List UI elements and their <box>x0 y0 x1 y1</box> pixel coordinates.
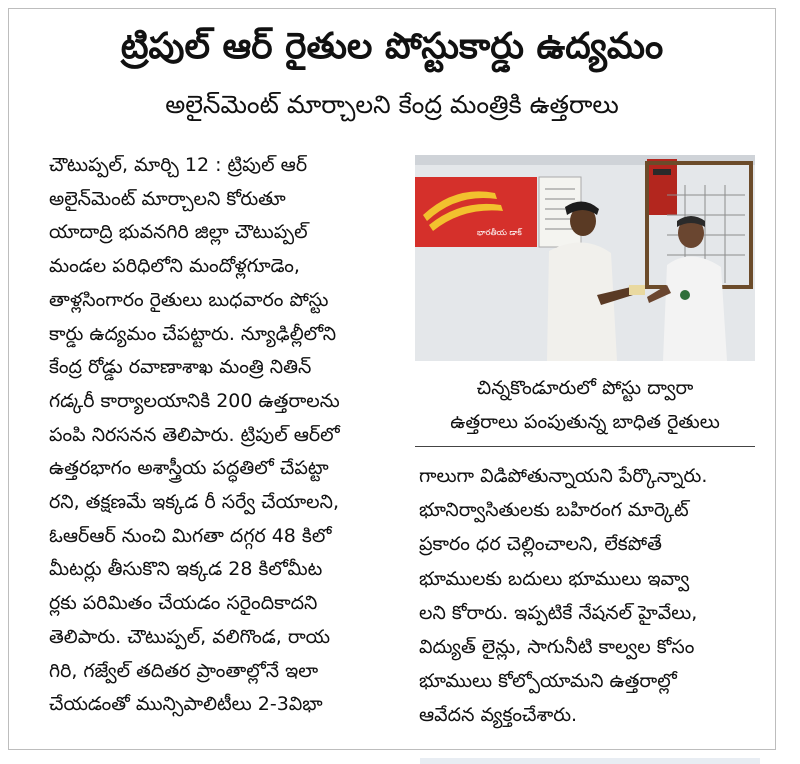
body-line: మండల పరిధిలోని మందోళ్లగూడెం, <box>49 255 300 278</box>
body-line: అలైన్‌మెంట్ మార్చాలని కోరుతూ <box>49 187 286 210</box>
body-line: విద్యుత్ లైన్లు, సాగునీటి కాల్వల కోసం <box>419 636 695 659</box>
body-line: ఉత్తరభాగం అశాస్త్రీయ పద్ధతిలో చేపట్టా <box>49 457 329 480</box>
body-line: పంపి నిరసనన తెలిపారు. ట్రిపుల్ ఆర్‌లో <box>49 423 340 446</box>
body-line: గాలుగా విడిపోతున్నాయని పేర్కొన్నారు. <box>419 465 708 487</box>
article-subheadline: అలైన్‌మెంట్ మార్చాలని కేంద్ర మంత్రికి ఉత్తరాలు <box>165 90 619 119</box>
post-sign-text: భారతీయ డాక్ <box>477 228 522 237</box>
body-line: ర్లకు పరిమితం చేయడం సరైందికాదని <box>49 592 318 615</box>
caption-line: చిన్నకొండూరులో పోస్టు ద్వారా <box>476 377 694 399</box>
body-line: మీటర్లు తీసుకొని ఇక్కడ 28 కిలోమీట <box>49 558 323 581</box>
article-left-column <box>49 149 389 722</box>
body-line: గిరి, గజ్వేల్ తదితర ప్రాంతాల్లోనే ఇలా <box>49 659 319 682</box>
article-photo <box>415 155 755 361</box>
article-right-column <box>419 459 759 733</box>
news-clipping <box>8 8 776 750</box>
caption-divider <box>415 446 755 447</box>
body-line: చౌటుప్పల్, మార్చి 12 : ట్రిపుల్ ఆర్ <box>49 154 308 176</box>
body-line: తాళ్లసింగారం రైతులు బుధవారం పోస్టు <box>49 288 329 311</box>
page-bottom-strip <box>420 758 760 764</box>
body-line: భూములు కోల్పోయామని ఉత్తరాల్లో <box>419 670 677 693</box>
body-line: లని కోరారు. ఇప్పటికే నేషనల్ హైవేలు, <box>419 601 698 624</box>
body-line: చేయడంతో మున్సిపాలిటీలు 2-3విభా <box>49 693 323 716</box>
body-line: ఆవేదన వ్యక్తంచేశారు. <box>419 704 578 727</box>
body-line: కేంద్ర రోడ్డు రవాణాశాఖ మంత్రి నితిన్ <box>49 356 312 379</box>
photo-caption <box>415 371 755 439</box>
body-line: భూములకు బదులు భూములు ఇవ్వా <box>419 567 690 590</box>
body-line: భూనిర్వాసితులకు బహిరంగ మార్కెట్ <box>419 499 689 522</box>
body-line: రని, తక్షణమే ఇక్కడ రీ సర్వే చేయాలని, <box>49 491 339 514</box>
body-line: యాదాద్రి భువనగిరి జిల్లా చౌటుప్పల్ <box>49 221 308 244</box>
body-line: గడ్కరీ కార్యాలయానికి 200 ఉత్తరాలను <box>49 389 340 412</box>
article-headline: ట్రిపుల్ ఆర్ రైతుల పోస్టుకార్డు ఉద్యమం <box>120 26 664 67</box>
body-line: ప్రకారం ధర చెల్లించాలని, లేకపోతే <box>419 533 662 556</box>
body-line: ఓఆర్ఆర్ నుంచి మిగతా దగ్గర 48 కిలో <box>49 524 332 547</box>
body-line: తెలిపారు. చౌటుప్పల్, వలిగొండ, రాయ <box>49 625 331 648</box>
caption-line: ఉత్తరాలు పంపుతున్న బాధిత రైతులు <box>450 411 720 433</box>
body-line: కార్డు ఉద్యమం చేపట్టారు. న్యూఢిల్లీలోని <box>49 322 337 345</box>
